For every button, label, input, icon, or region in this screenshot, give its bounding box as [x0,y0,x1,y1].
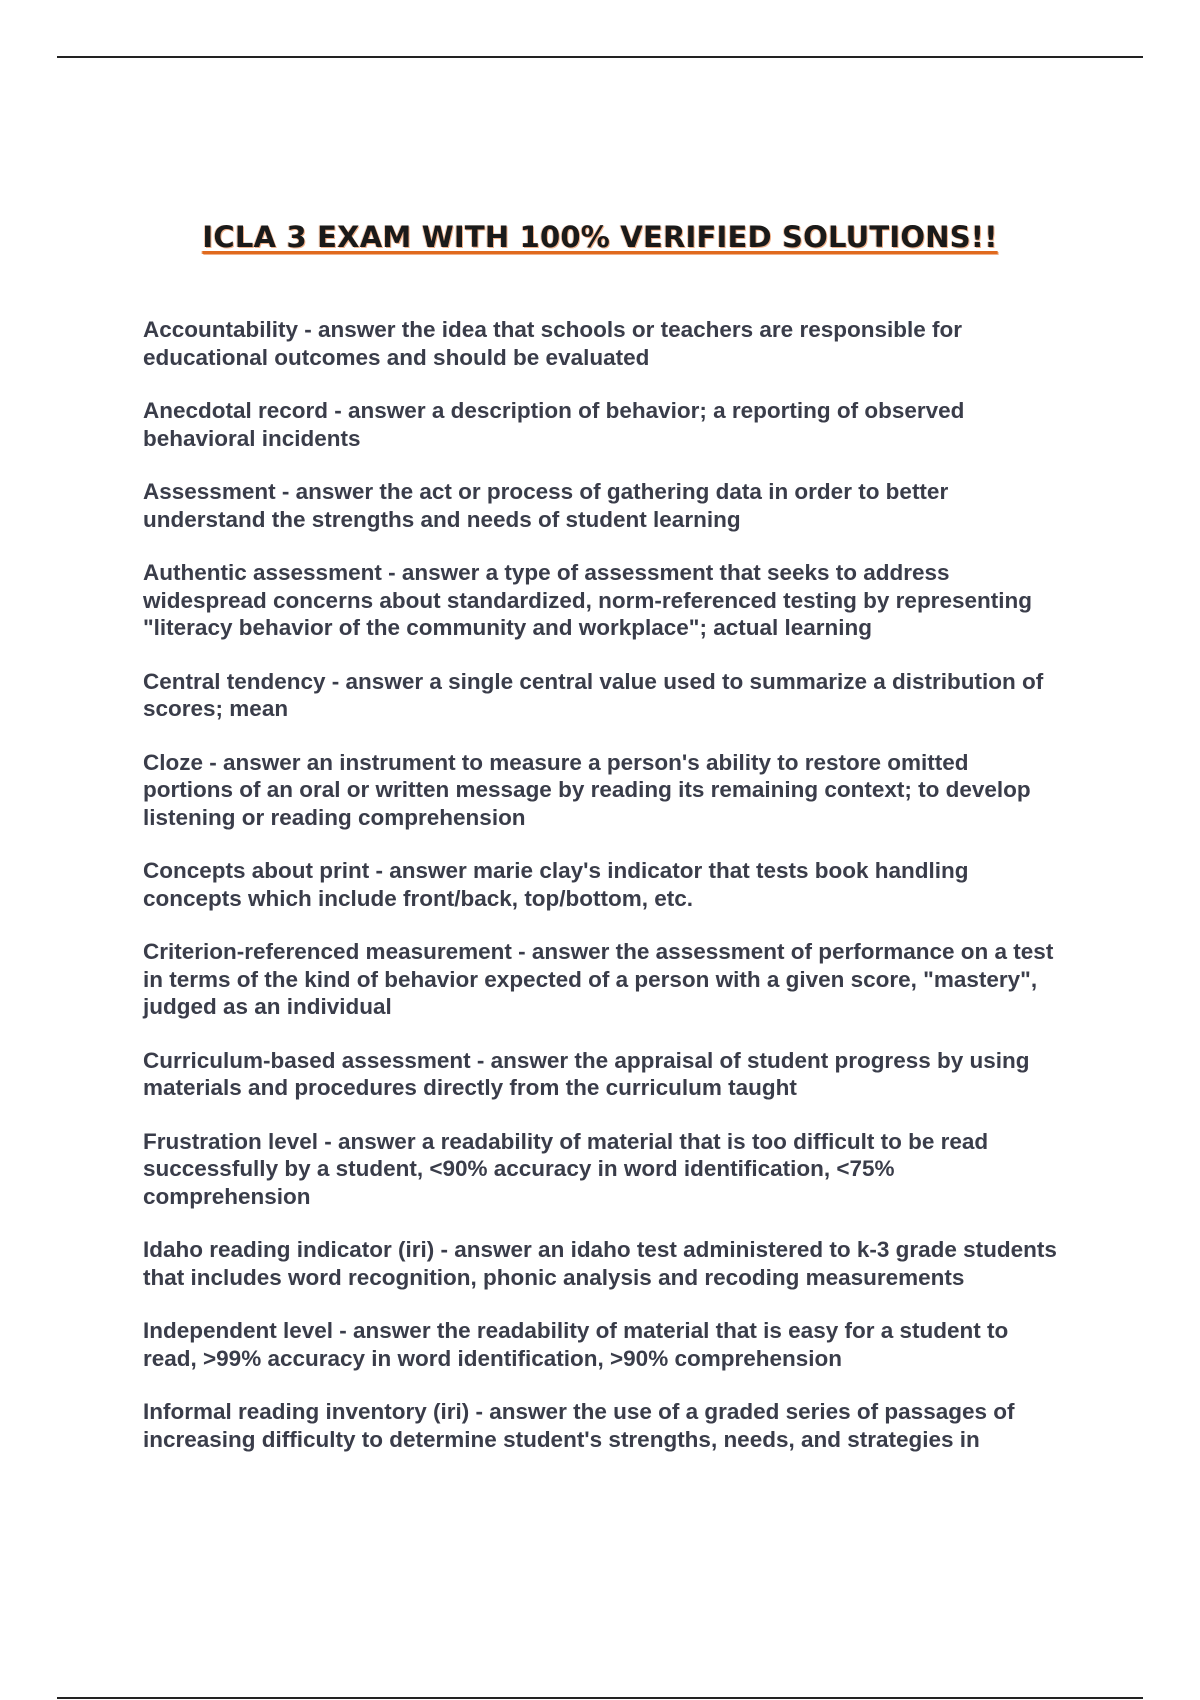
glossary-entry-accountability: Accountability - answer the idea that schools or teachers are responsible for educational outcomes and should be evaluated [143,317,962,370]
bottom-rule [57,1697,1143,1699]
glossary-entry-curriculum-based: Curriculum-based assessment - answer the appraisal of student progress by using materials and procedures directly from the curriculum taught [143,1047,1030,1100]
glossary-entry-idaho-reading-indicator: Idaho reading indicator (iri) - answer an idaho test administered to k-3 grade students that includes word recognition, phonic analysis and recoding measurements [143,1237,1057,1290]
glossary-entry-assessment: Assessment - answer the act or process of gathering data in order to better understand the strengths and needs of student learning [143,479,949,532]
glossary-entry-anecdotal-record: Anecdotal record - answer a description of behavior; a reporting of observed behavioral incidents [143,398,965,451]
glossary-entry-concepts-about-print: Concepts about print - answer marie clay's indicator that tests book handling concepts which include front/back, top/bottom, etc. [143,858,969,911]
glossary-entry-central-tendency: Central tendency - answer a single central value used to summarize a distribution of scores; mean [143,668,1044,721]
glossary-entry-informal-reading-inventory: Informal reading inventory (iri) - answer the use of a graded series of passages of increasing difficulty to determine student's strengths, needs, and strategies in [143,1399,1015,1452]
document-title-text: ICLA 3 EXAM WITH 100% VERIFIED SOLUTIONS!! [202,220,998,254]
glossary-entry-cloze: Cloze - answer an instrument to measure a person's ability to restore omitted portions of an oral or written message by reading its remaining context; to develop listening or reading comprehension [143,749,1031,830]
top-rule [57,56,1143,58]
glossary-entry-criterion-referenced: Criterion-referenced measurement - answer the assessment of performance on a test in terms of the kind of behavior expected of a person with a given score, "mastery", judged as an individual [143,939,1054,1019]
document-title [0,220,1200,254]
glossary-list [143,316,1063,1479]
glossary-entry-frustration-level: Frustration level - answer a readability of material that is too difficult to be read successfully by a student, <90% accuracy in word identification, <75% comprehension [143,1128,989,1209]
glossary-entry-independent-level: Independent level - answer the readability of material that is easy for a student to read, >99% accuracy in word identification, >90% comprehension [143,1318,1009,1371]
glossary-entry-authentic-assessment: Authentic assessment - answer a type of assessment that seeks to address widespread concerns about standardized, norm-referenced testing by representing "literacy behavior of the community and workplace"; actual learning [143,560,1032,640]
